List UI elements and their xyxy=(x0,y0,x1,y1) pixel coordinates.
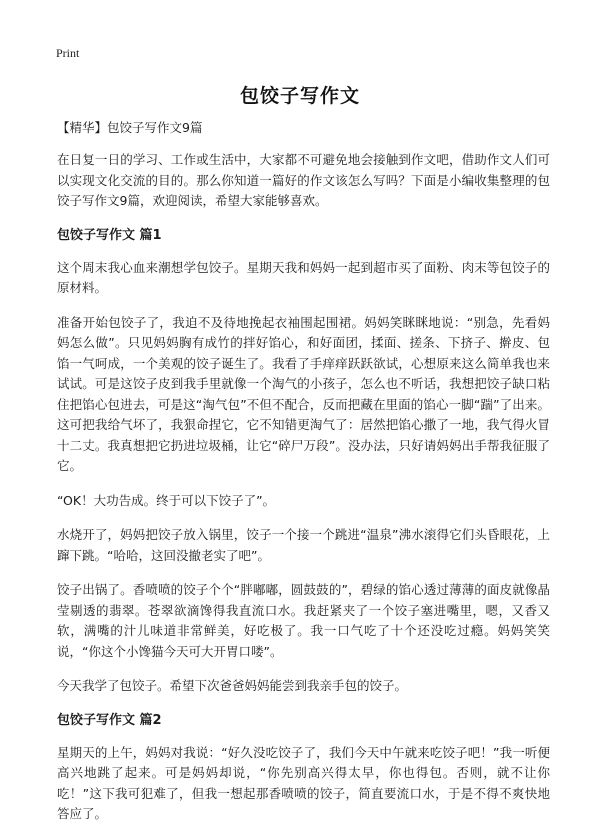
paragraph: “OK！大功告成。终于可以下饺子了”。 xyxy=(57,492,276,508)
article-body xyxy=(57,118,550,839)
article-subtitle: 【精华】包饺子写作文9篇 xyxy=(57,120,203,135)
page-title: 包饺子写作文 xyxy=(239,85,360,107)
paragraph: 星期天的上午，妈妈对我说：“好久没吃饺子了，我们今天中午就来吃饺子吧！”我一听便高兴地跳了起来。可是妈妈却说，“你先别高兴得太早，你也得包。否则，就不让你吃！”这下我可犯难了，但我一想起那香喷喷的饺子，简直要流口水，于是不得不爽快地答应了。 xyxy=(57,744,550,821)
section-heading-1: 包饺子写作文 篇1 xyxy=(57,227,162,243)
paragraph: 今天我学了包饺子。希望下次爸爸妈妈能尝到我亲手包的饺子。 xyxy=(57,678,408,693)
paragraph: 饺子出锅了。香喷喷的饺子个个“胖嘟嘟，圆鼓鼓的”，碧绿的馅心透过薄薄的面皮就像晶莹剔透的翡翠。苍翠欲滴馋得我直流口水。我赶紧夹了一个饺子塞进嘴里，嗯，又香又软，满嘴的汁儿味道非常鲜美，好吃极了。我一口气吃了十个还没吃过瘾。妈妈笑笑说，“你这个小馋猫今天可大开胃口喽”。 xyxy=(57,582,550,659)
paragraph: 水烧开了，妈妈把饺子放入锅里，饺子一个接一个跳进“温泉”沸水滚得它们头昏眼花，上蹿下跳。“哈哈，这回没撤老实了吧”。 xyxy=(57,527,550,563)
intro-paragraph: 在日复一日的学习、工作或生活中，大家都不可避免地会接触到作文吧，借助作文人们可以实现文化交流的目的。那么你知道一篇好的作文该怎么写吗？下面是小编收集整理的包饺子写作文9篇，欢迎阅读，希望大家能够喜欢。 xyxy=(57,152,550,208)
paragraph: 这个周末我心血来潮想学包饺子。星期天我和妈妈一起到超市买了面粉、肉末等包饺子的原材料。 xyxy=(57,259,550,295)
section-heading-2: 包饺子写作文 篇2 xyxy=(57,712,162,728)
print-label: Print xyxy=(56,46,80,60)
paragraph: 准备开始包饺子了，我迫不及待地挽起衣袖围起围裙。妈妈笑眯眯地说：“别急，先看妈妈怎么做”。只见妈妈胸有成竹的拌好馅心，和好面团，揉面、搓条、下挤子、擀皮、包馅一气呵成，一个美观的饺子诞生了。我看了手痒痒跃跃欲试，心想原来这么简单我也来试试。可是这饺子皮到我手里就像一个淘气的小孩子，怎么也不听话，我想把饺子缺口粘住把馅心包进去，可是这“淘气包”不但不配合，反而把藏在里面的馅心一脚“踹”了出来。这可把我给气坏了，我狠命捏它，它不知错更淘气了：居然把馅心撒了一地，我气得火冒十二丈。我真想把它扔进垃圾桶，让它“碎尸万段”。没办法，只好请妈妈出手帮我征服了它。 xyxy=(57,314,550,473)
